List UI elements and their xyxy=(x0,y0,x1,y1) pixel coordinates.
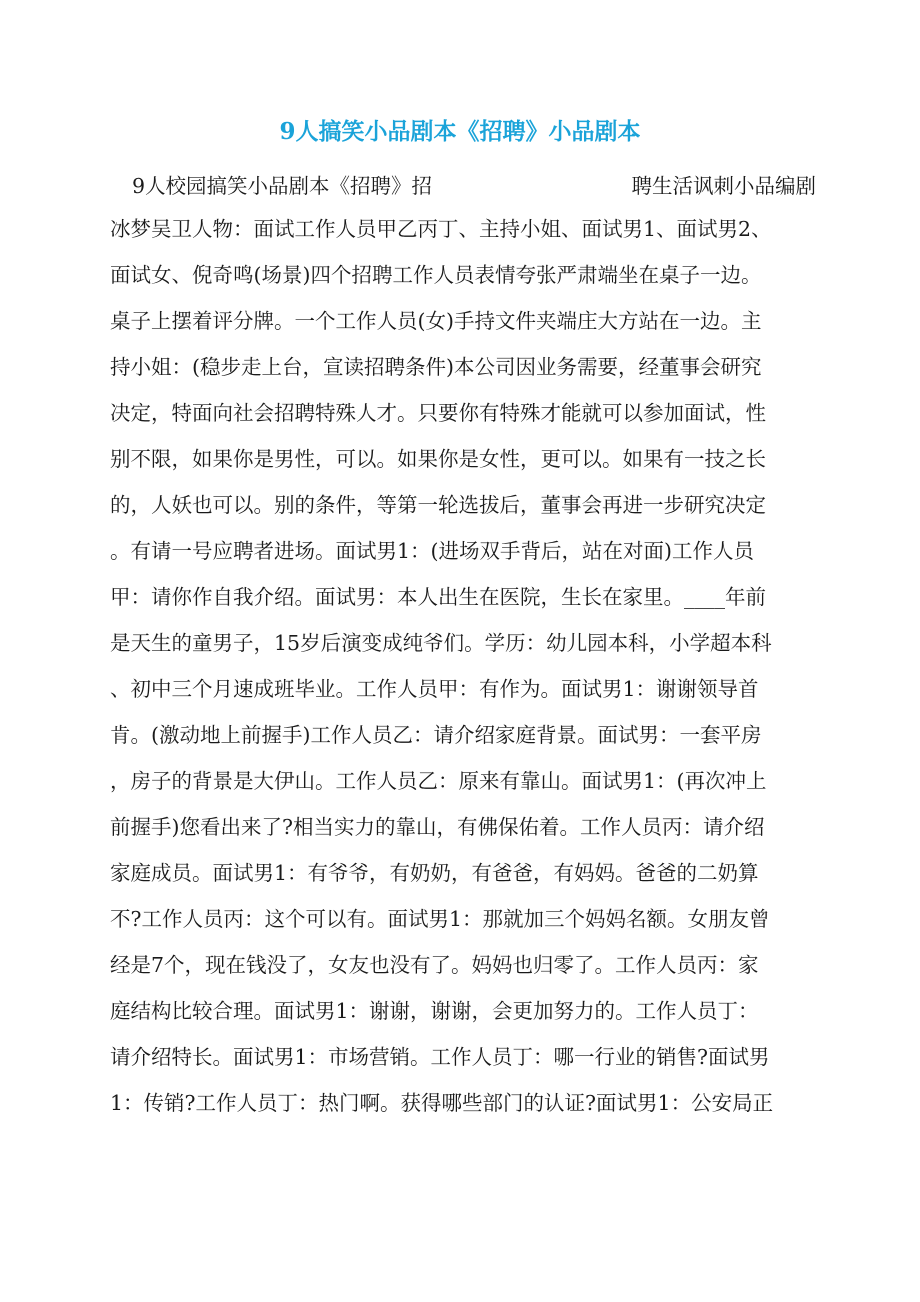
body-line: 决定，特面向社会招聘特殊人才。只要你有特殊才能就可以参加面试，性 xyxy=(110,401,766,425)
body-line: 。有请一号应聘者进场。面试男1：(进场双手背后，站在对面)工作人员 xyxy=(110,539,755,563)
body-line: 庭结构比较合理。面试男1：谢谢，谢谢，会更加努力的。工作人员丁： xyxy=(110,999,759,1023)
body-line: 肯。(激动地上前握手)工作人员乙：请介绍家庭背景。面试男：一套平房 xyxy=(110,723,762,747)
first-line-left: 9人校园搞笑小品剧本《招聘》招 xyxy=(132,174,433,198)
body-line: 是天生的童男子，15岁后演变成纯爷们。学历：幼儿园本科，小学超本科 xyxy=(110,631,772,655)
body-line: 不?工作人员丙：这个可以有。面试男1：那就加三个妈妈名额。女朋友曾 xyxy=(110,907,770,931)
body-line: 前握手)您看出来了?相当实力的靠山，有佛保佑着。工作人员丙：请介绍 xyxy=(110,815,765,839)
body-line: 请介绍特长。面试男1：市场营销。工作人员丁：哪一行业的销售?面试男 xyxy=(110,1045,770,1069)
body-line: 的，人妖也可以。别的条件，等第一轮选拔后，董事会再进一步研究决定 xyxy=(110,493,766,517)
body-line: 1：传销?工作人员丁：热门啊。获得哪些部门的认证?面试男1：公安局正 xyxy=(110,1091,774,1115)
body-line: 冰梦吴卫人物：面试工作人员甲乙丙丁、主持小姐、面试男1、面试男2、 xyxy=(110,217,772,241)
body-line: 、初中三个月速成班毕业。工作人员甲：有作为。面试男1：谢谢领导首 xyxy=(110,677,759,701)
body-line: 家庭成员。面试男1：有爷爷，有奶奶，有爸爸，有妈妈。爸爸的二奶算 xyxy=(110,861,759,885)
body-line: 别不限，如果你是男性，可以。如果你是女性，更可以。如果有一技之长 xyxy=(110,447,766,471)
document-title: 9人搞笑小品剧本《招聘》小品剧本 xyxy=(279,118,641,145)
first-line-right: 聘生活讽刺小品编剧 xyxy=(631,174,816,198)
body-line: ，房子的背景是大伊山。工作人员乙：原来有靠山。面试男1：(再次冲上 xyxy=(110,769,767,793)
body-line: 桌子上摆着评分牌。一个工作人员(女)手持文件夹端庄大方站在一边。主 xyxy=(110,309,762,333)
body-line: 面试女、倪奇鸣(场景)四个招聘工作人员表情夸张严肃端坐在桌子一边。 xyxy=(110,263,762,287)
body-line: 甲：请你作自我介绍。面试男：本人出生在医院，生长在家里。____年前 xyxy=(110,585,766,609)
body-line: 持小姐：(稳步走上台，宣读招聘条件)本公司因业务需要，经董事会研究 xyxy=(110,355,762,379)
body-line: 经是7个，现在钱没了，女友也没有了。妈妈也归零了。工作人员丙：家 xyxy=(110,953,759,977)
